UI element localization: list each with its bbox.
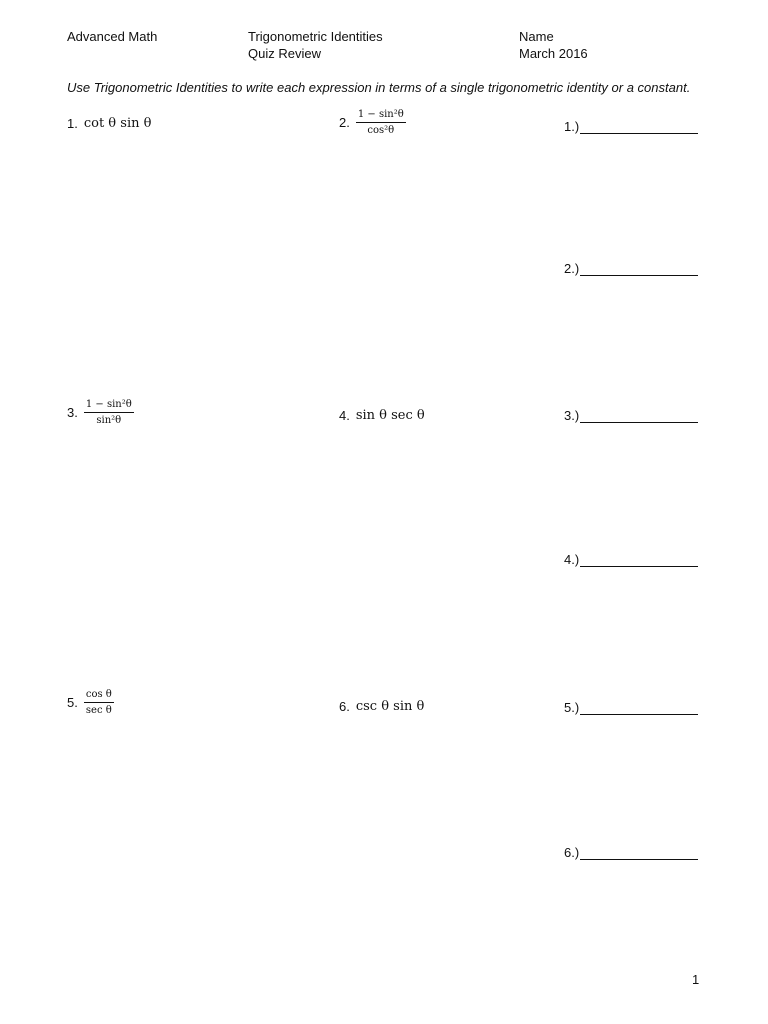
date-label: March 2016 xyxy=(519,46,588,61)
answer-line[interactable] xyxy=(580,702,698,715)
answer-blank-4[interactable] xyxy=(564,552,698,567)
answer-blank-3[interactable] xyxy=(564,408,698,423)
name-label: Name xyxy=(519,29,554,44)
answer-blank-5[interactable] xyxy=(564,700,698,715)
answer-blank-1[interactable] xyxy=(564,119,698,134)
answer-blank-6[interactable] xyxy=(564,845,698,860)
problem-number: 1. xyxy=(67,116,78,131)
fraction-denominator: sec θ xyxy=(85,705,112,716)
answer-line[interactable] xyxy=(580,410,698,423)
answer-blank-2[interactable] xyxy=(564,261,698,276)
fraction-numerator: 1 − sin²θ xyxy=(356,108,406,123)
fraction-denominator: cos²θ xyxy=(367,125,395,136)
fraction xyxy=(356,108,406,137)
problem-expression: csc θ sin θ xyxy=(355,699,425,714)
problem-3 xyxy=(67,398,134,427)
problem-expression: sin θ sec θ xyxy=(355,408,425,423)
answer-label: 4.) xyxy=(564,552,580,567)
problem-expression: cot θ sin θ xyxy=(83,116,152,131)
page-number: 1 xyxy=(692,972,700,987)
answer-label: 2.) xyxy=(564,261,580,276)
fraction xyxy=(84,398,134,427)
answer-label: 6.) xyxy=(564,845,580,860)
problem-5 xyxy=(67,688,114,717)
problem-number: 6. xyxy=(339,699,350,714)
answer-label: 3.) xyxy=(564,408,580,423)
answer-line[interactable] xyxy=(580,263,698,276)
answer-label: 1.) xyxy=(564,119,580,134)
problem-number: 3. xyxy=(67,405,78,420)
problem-6 xyxy=(339,699,424,714)
answer-line[interactable] xyxy=(580,121,698,134)
problem-number: 2. xyxy=(339,115,350,130)
instructions: Use Trigonometric Identities to write each expression in terms of a single trigonometric identity or a constant. xyxy=(67,80,691,95)
fraction-denominator: sin²θ xyxy=(96,415,122,426)
fraction xyxy=(84,688,114,717)
problem-number: 4. xyxy=(339,408,350,423)
answer-line[interactable] xyxy=(580,554,698,567)
problem-2 xyxy=(339,108,406,137)
topic-title: Trigonometric Identities xyxy=(248,29,383,44)
quiz-subtitle: Quiz Review xyxy=(248,46,321,61)
problem-number: 5. xyxy=(67,695,78,710)
fraction-numerator: 1 − sin²θ xyxy=(84,398,134,413)
answer-line[interactable] xyxy=(580,847,698,860)
answer-label: 5.) xyxy=(564,700,580,715)
fraction-numerator: cos θ xyxy=(84,688,114,703)
problem-1 xyxy=(67,116,151,131)
course-title: Advanced Math xyxy=(67,29,158,44)
problem-4 xyxy=(339,408,425,423)
